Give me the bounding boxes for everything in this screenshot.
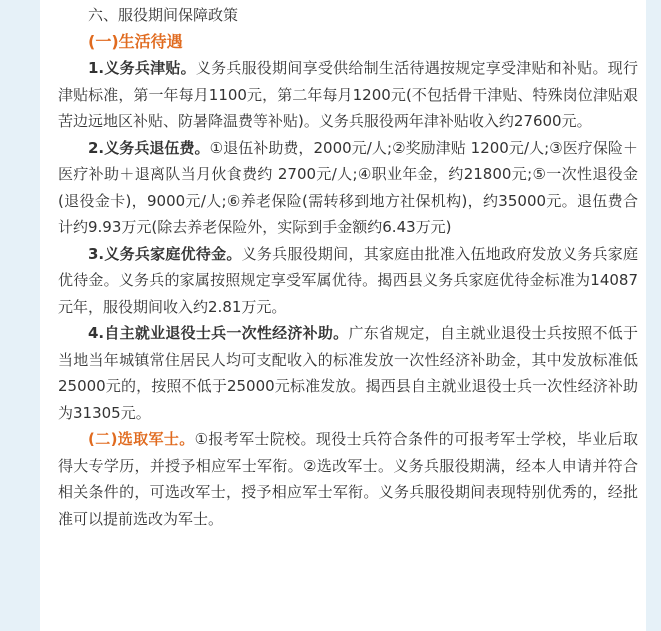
paragraph-label: 1.义务兵津贴。 bbox=[88, 59, 196, 77]
paragraph-text: 义务兵服役期间，其家庭由批准入伍地政府发放义务兵家庭优待金。义务兵的家属按照规定享受军属优待。揭西县义务兵家庭优待金标准为14087元年，服役期间收入约2.81万元。 bbox=[58, 244, 638, 316]
paragraph-text: 广东省规定，自主就业退役士兵按照不低于当地当年城镇常住居民人均可支配收入的标准发放一次性经济补助金，其中发放标准低25000元的，按照不低于25000元标准发放。揭西县自主就业退役士兵一次性经济补助为31305元。 bbox=[58, 324, 638, 422]
subsection-title-living: (一)生活待遇 bbox=[88, 31, 183, 51]
paragraph-text: 义务兵服役期间享受供给制生活待遇按规定享受津贴和补贴。现行津贴标准，第一年每月1100元，第二年每月1200元(不包括骨干津贴、特殊岗位津贴艰苦边远地区补贴、防暑降温费等补贴)。义务兵服役两年津补贴收入约27600元。 bbox=[58, 59, 638, 130]
paragraph-text: ①退伍补助费，2000元/人;②奖励津贴 1200元/人;③医疗保险＋医疗补助＋退离队当月伙食费约 2700元/人;④职业年金，约21800元;⑤一次性退役金(退役金卡)，9000元/人;⑥养老保险(需转移到地方社保机构)，约35000元。退伍费合计约9.93万元(除去养老保险外，实际到手金额约6.43万元) bbox=[58, 138, 638, 236]
article-body bbox=[58, 2, 638, 532]
paragraph-one-time-subsidy bbox=[58, 320, 638, 426]
paragraph-allowance bbox=[58, 55, 638, 135]
paragraph-text: ①报考军士院校。现役士兵符合条件的可报考军士学校，毕业后取得大专学历，并授予相应军士军衔。②选改军士。义务兵服役期满，经本人申请并符合相关条件的，可选改军士，授予相应军士军衔。义务兵服役期间表现特别优秀的，经批准可以提前选改为军士。 bbox=[58, 430, 638, 528]
subsection-title-sergeant: (二)选取军士。 bbox=[88, 430, 195, 448]
section-title: 六、服役期间保障政策 bbox=[88, 6, 239, 24]
paragraph-retirement-fee bbox=[58, 135, 638, 241]
right-side-stripe bbox=[646, 0, 661, 631]
paragraph-family-benefit bbox=[58, 241, 638, 321]
paragraph-label: 2.义务兵退伍费。 bbox=[88, 138, 210, 157]
paragraph-sergeant-selection bbox=[58, 426, 638, 532]
paragraph-label: 4.自主就业退役士兵一次性经济补助。 bbox=[88, 324, 349, 342]
left-side-stripe bbox=[0, 0, 40, 631]
paragraph-label: 3.义务兵家庭优待金。 bbox=[88, 244, 242, 263]
